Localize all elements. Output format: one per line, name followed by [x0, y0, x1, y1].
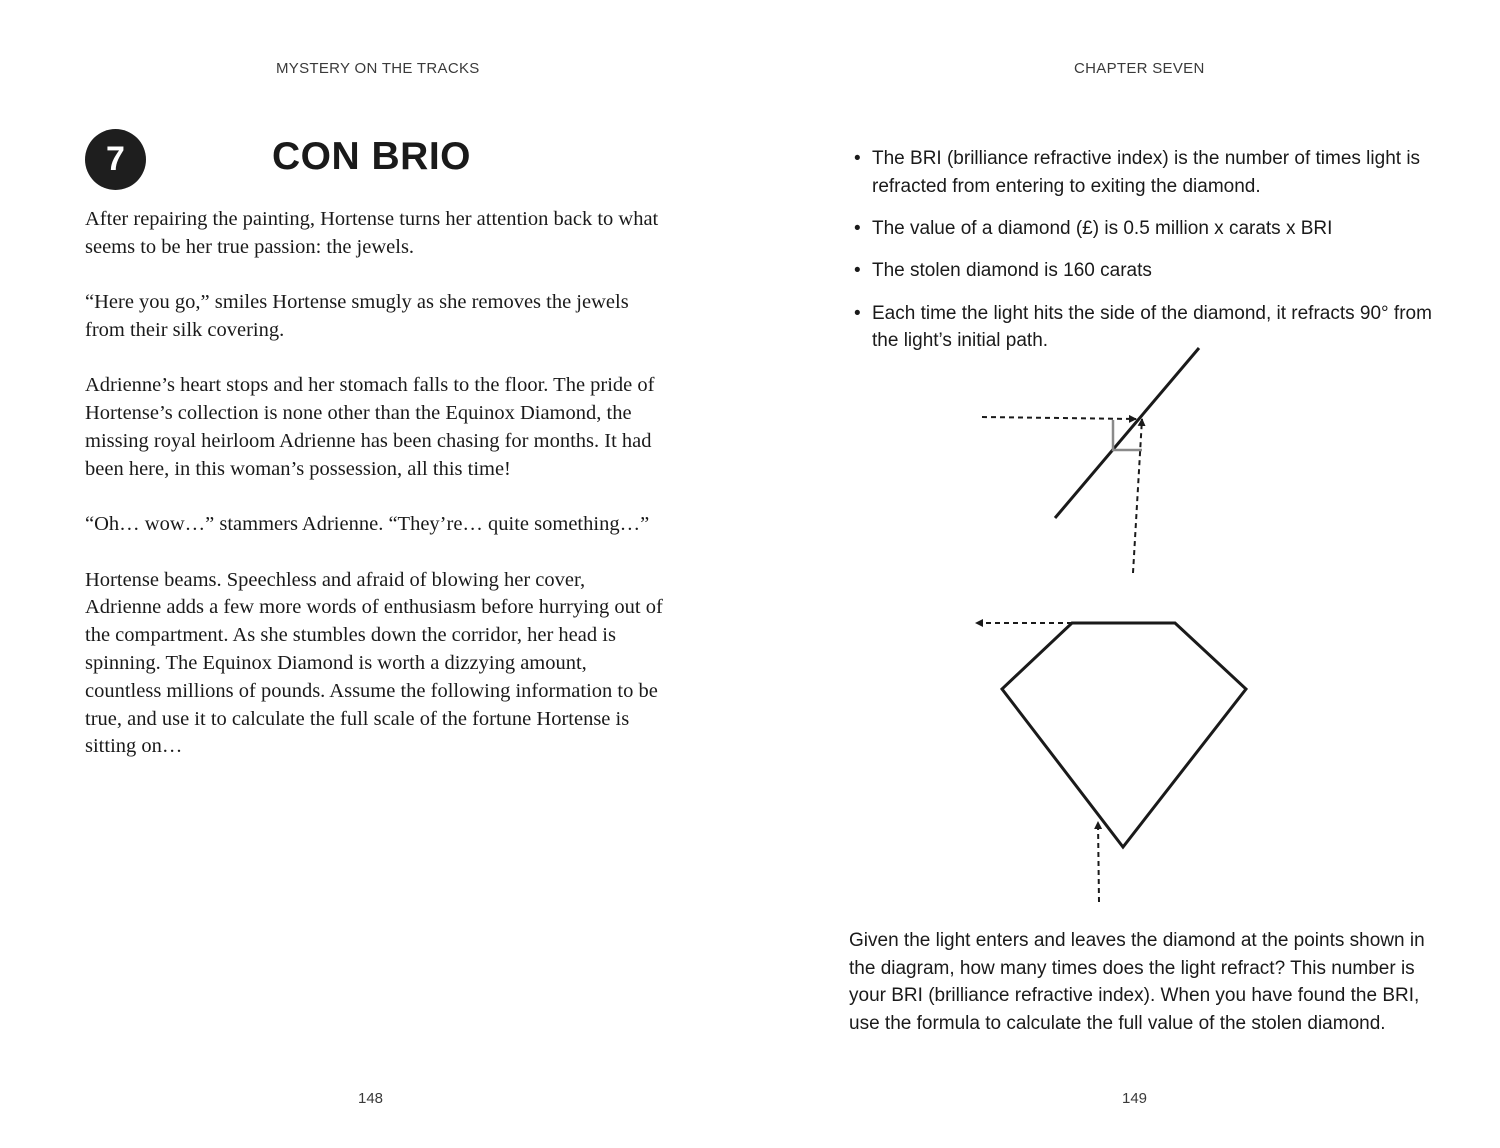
- fact-text: The BRI (brilliance refractive index) is the number of times light is refracted from entering to exiting the diamond.: [872, 148, 1421, 197]
- fact-text: Each time the light hits the side of the diamond, it refracts 90° from the light’s initial path.: [872, 302, 1432, 352]
- refracted-light-ray: [1133, 419, 1142, 573]
- story-paragraph: After repairing the painting, Hortense turns her attention back to what seems to be her true passion: the jewels.: [85, 208, 659, 258]
- light-entry-ray: [1098, 822, 1099, 902]
- diamond-figure: [976, 623, 1246, 902]
- page-number: 149: [1122, 1090, 1148, 1107]
- story-paragraph: “Oh… wow…” stammers Adrienne. “They’re… quite something…”: [85, 513, 650, 536]
- fact-item: [852, 145, 1432, 201]
- running-head-chapter: CHAPTER SEVEN: [1074, 60, 1205, 77]
- facts-list: [852, 145, 1432, 370]
- bullet-icon: •: [854, 302, 861, 324]
- right-page: [750, 0, 1500, 1148]
- incoming-light-ray: [982, 417, 1136, 419]
- diamond-side-line: [1055, 348, 1199, 518]
- bullet-icon: •: [854, 260, 861, 282]
- chapter-title: CON BRIO: [272, 135, 471, 178]
- bullet-icon: •: [854, 148, 861, 169]
- puzzle-question: Given the light enters and leaves the diamond at the points shown in the diagram, how many times does the light refract? This number is your BRI (brilliance refractive index). When you have found the BRI, use the formula to calculate the full value of the stolen diamond.: [849, 930, 1425, 1035]
- diamond-outline: [1002, 623, 1246, 847]
- fact-text: The stolen diamond is 160 carats: [872, 260, 1152, 282]
- fact-text: The value of a diamond (£) is 0.5 million x carats x BRI: [872, 218, 1333, 240]
- fact-item: [852, 257, 1432, 285]
- fact-item: [852, 215, 1432, 243]
- page-number: 148: [358, 1090, 384, 1107]
- refraction-example: [982, 348, 1199, 573]
- chapter-number-badge: 7: [85, 129, 146, 190]
- bullet-icon: •: [854, 218, 861, 240]
- running-head-book-title: MYSTERY ON THE TRACKS: [276, 60, 480, 77]
- right-angle-marker: [1113, 420, 1142, 450]
- story-paragraph: Adrienne’s heart stops and her stomach falls to the floor. The pride of Hortense’s collection is none other than the Equinox Diamond, the missing royal heirloom Adrienne has been chasing for months. It had been here, in this woman’s possession, all this time!: [85, 374, 655, 480]
- story-paragraph: Hortense beams. Speechless and afraid of blowing her cover, Adrienne adds a few more words of enthusiasm before hurrying out of the compartment. As she stumbles down the corridor, her head is spinning. The Equinox Diamond is worth a dizzying amount, countless millions of pounds. Assume the following information to be true, and use it to calculate the full scale of the fortune Hortense is sitting on…: [85, 568, 663, 758]
- story-text: [85, 206, 665, 789]
- story-paragraph: “Here you go,” smiles Hortense smugly as she removes the jewels from their silk covering.: [85, 291, 629, 341]
- fact-item: [852, 300, 1432, 356]
